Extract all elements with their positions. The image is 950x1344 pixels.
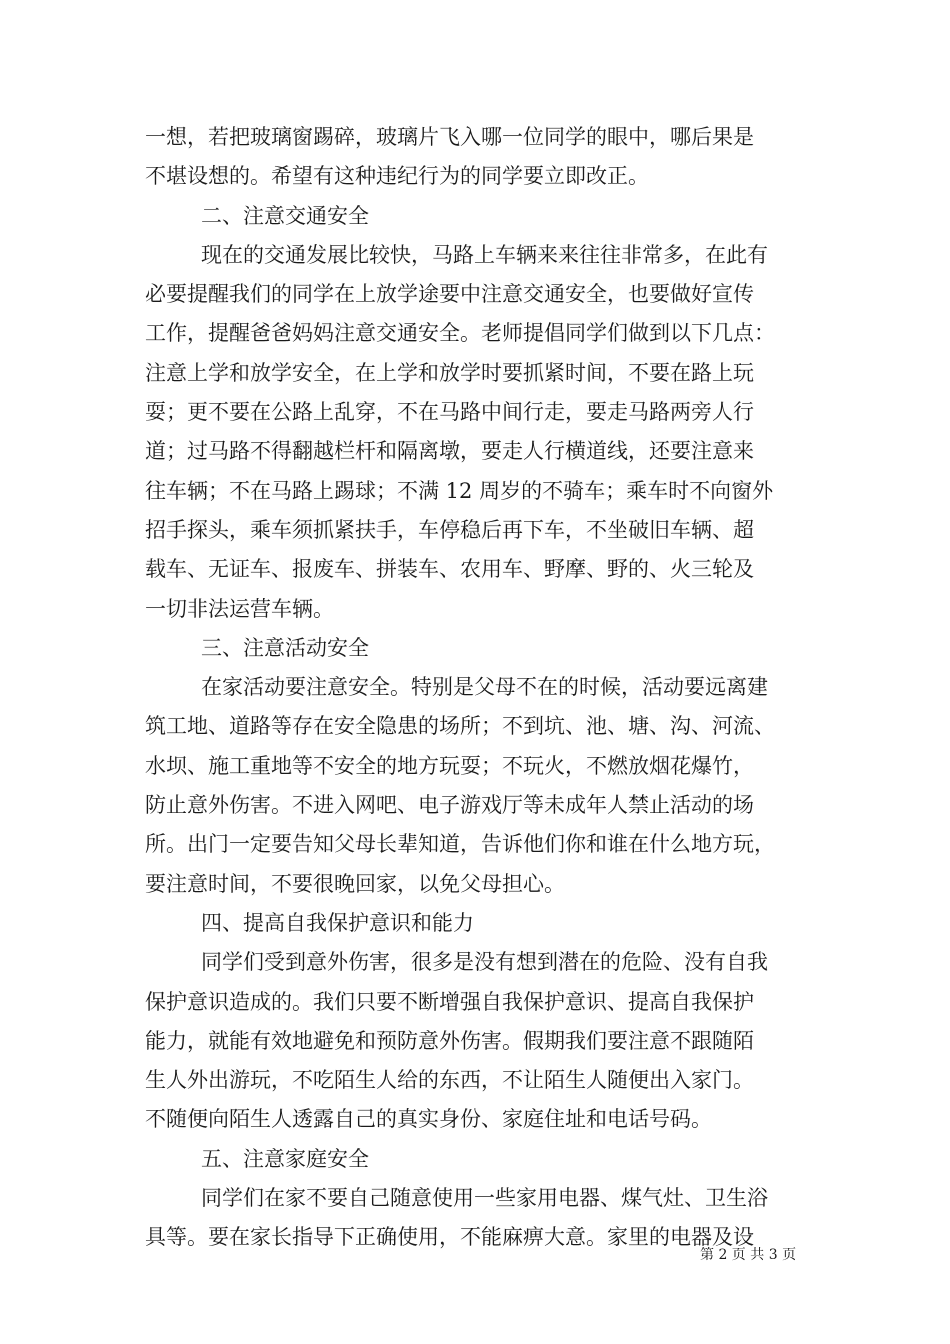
text-line: 同学们受到意外伤害，很多是没有想到潜在的危险、没有自我 xyxy=(201,950,768,975)
text-line: 生人外出游玩，不吃陌生人给的东西，不让陌生人随便出入家门。 xyxy=(145,1068,754,1093)
text-line: 现在的交通发展比较快，马路上车辆来来往往非常多，在此有 xyxy=(201,242,768,267)
text-line: 一切非法运营车辆。 xyxy=(145,596,334,621)
text-line: 保护意识造成的。我们只要不断增强自我保护意识、提高自我保护 xyxy=(145,989,754,1014)
text-line: 往车辆；不在马路上踢球；不满 12 周岁的不骑车；乘车时不向窗外 xyxy=(145,478,774,503)
text-line: 必要提醒我们的同学在上放学途要中注意交通安全，也要做好宣传 xyxy=(145,282,754,307)
text-line: 同学们在家不要自己随意使用一些家用电器、煤气灶、卫生浴 xyxy=(201,1186,768,1211)
text-line: 不堪设想的。希望有这种违纪行为的同学要立即改正。 xyxy=(145,164,649,189)
text-line: 二、注意交通安全 xyxy=(201,203,369,228)
text-line: 载车、无证车、报废车、拼装车、农用车、野摩、野的、火三轮及 xyxy=(145,557,754,582)
text-line: 注意上学和放学安全，在上学和放学时要抓紧时间，不要在路上玩 xyxy=(145,360,754,385)
text-line: 水坝、施工重地等不安全的地方玩耍；不玩火，不燃放烟花爆竹， xyxy=(145,753,754,778)
text-line: 具等。要在家长指导下正确使用，不能麻痹大意。家里的电器及设 xyxy=(145,1225,754,1250)
text-line: 三、注意活动安全 xyxy=(201,635,369,660)
text-line: 不随便向陌生人透露自己的真实身份、家庭住址和电话号码。 xyxy=(145,1107,712,1132)
text-line: 工作，提醒爸爸妈妈注意交通安全。老师提倡同学们做到以下几点： xyxy=(145,321,775,346)
text-line: 一想，若把玻璃窗踢碎，玻璃片飞入哪一位同学的眼中，哪后果是 xyxy=(145,125,754,149)
text-line: 要注意时间，不要很晚回家，以免父母担心。 xyxy=(145,871,565,896)
text-line: 招手探头，乘车须抓紧扶手，车停稳后再下车，不坐破旧车辆、超 xyxy=(145,517,754,542)
text-line: 在家活动要注意安全。特别是父母不在的时候，活动要远离建 xyxy=(201,675,768,700)
page-number: 第 2 页 共 3 页 xyxy=(700,1247,797,1263)
text-line: 防止意外伤害。不进入网吧、电子游戏厅等未成年人禁止活动的场 xyxy=(145,793,754,818)
text-line: 能力，就能有效地避免和预防意外伤害。假期我们要注意不跟随陌 xyxy=(145,1028,754,1053)
text-line: 所。出门一定要告知父母长辈知道，告诉他们你和谁在什么地方玩， xyxy=(145,832,775,857)
text-line: 耍；更不要在公路上乱穿，不在马路中间行走，要走马路两旁人行 xyxy=(145,400,754,425)
text-line: 四、提高自我保护意识和能力 xyxy=(201,910,474,935)
text-line: 筑工地、道路等存在安全隐患的场所；不到坑、池、塘、沟、河流、 xyxy=(145,714,775,739)
text-line: 道；过马路不得翻越栏杆和隔离墩，要走人行横道线，还要注意来 xyxy=(145,439,754,464)
document-body xyxy=(145,118,811,1258)
text-line: 五、注意家庭安全 xyxy=(201,1146,369,1171)
